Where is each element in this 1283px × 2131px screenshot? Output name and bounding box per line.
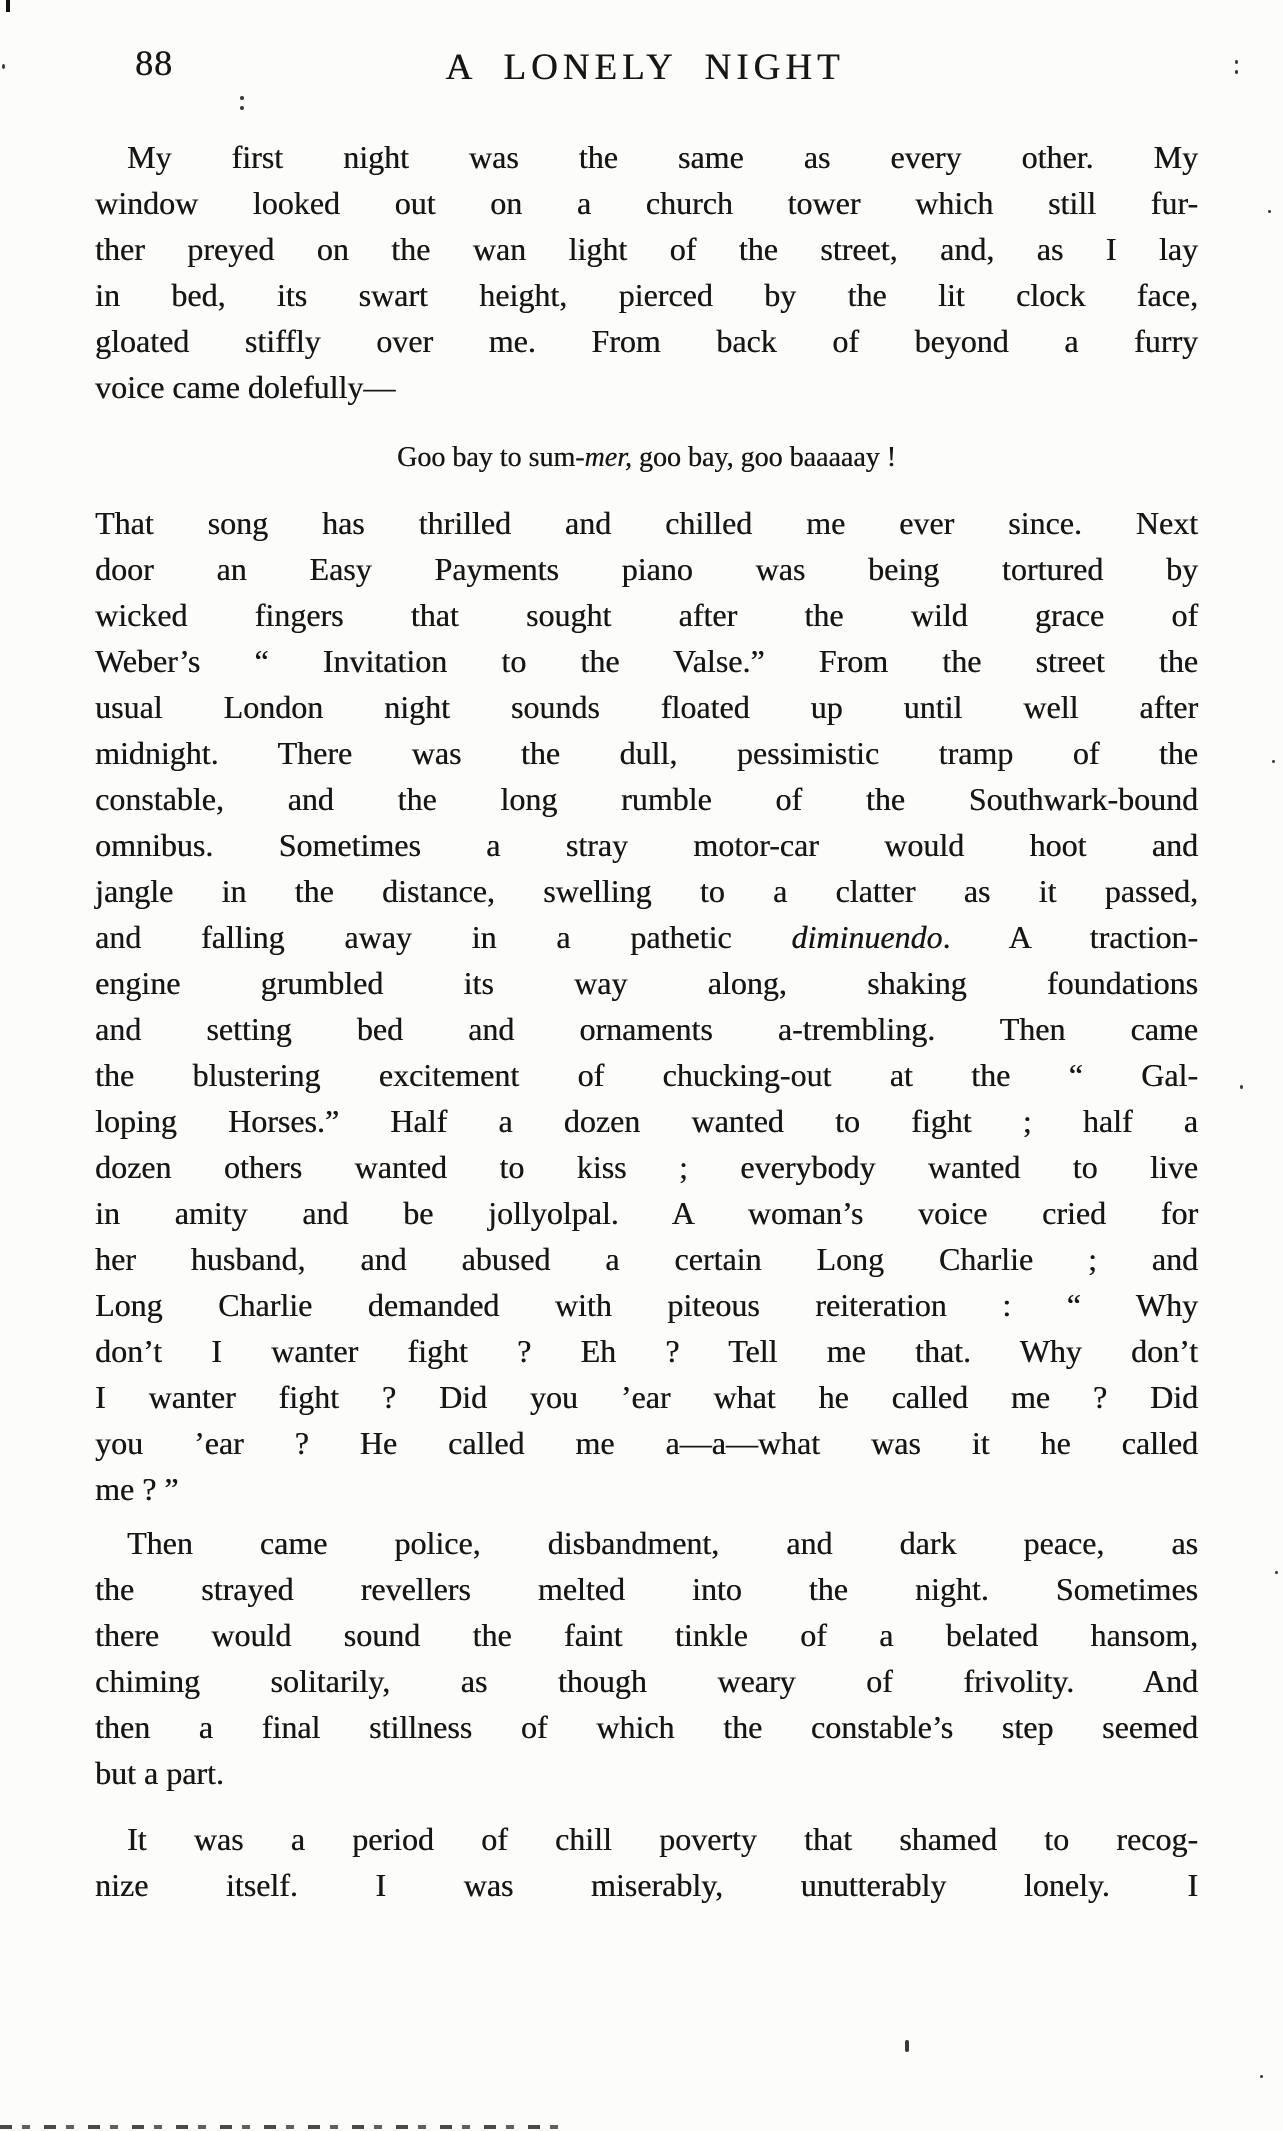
page-number: 88 bbox=[135, 43, 173, 83]
text-line: then a final stillness of which the constable’s step seemed bbox=[95, 1709, 1198, 1745]
scan-speck bbox=[1235, 70, 1238, 74]
scan-speck bbox=[1268, 210, 1271, 213]
paragraph bbox=[95, 134, 1198, 410]
text-line: I wanter fight ? Did you ’ear what he called me ? Did bbox=[95, 1379, 1198, 1415]
text-line: her husband, and abused a certain Long Charlie ; and bbox=[95, 1241, 1198, 1277]
text-line: gloated stiffly over me. From back of beyond a furry bbox=[95, 323, 1198, 359]
scan-speck bbox=[1272, 760, 1275, 763]
text-line: but a part. bbox=[95, 1755, 224, 1791]
text-line: ther preyed on the wan light of the street, and, as I lay bbox=[95, 231, 1198, 267]
text-line: the strayed revellers melted into the night. Sometimes bbox=[95, 1571, 1198, 1607]
text-segment: Goo bay to sum- bbox=[397, 442, 585, 473]
text-line: wicked fingers that sought after the wild grace of bbox=[95, 597, 1198, 633]
text-line: voice came dolefully— bbox=[95, 369, 396, 405]
scan-speck bbox=[2, 64, 5, 69]
paragraph bbox=[95, 500, 1198, 1512]
text-line: the blustering excitement of chucking-out at the “ Gal- bbox=[95, 1057, 1198, 1093]
text-line: me ? ” bbox=[95, 1471, 179, 1507]
text-line: and setting bed and ornaments a-trembling. Then came bbox=[95, 1011, 1198, 1047]
page-header bbox=[95, 0, 1195, 96]
text-line: Weber’s “ Invitation to the Valse.” From the street the bbox=[95, 643, 1198, 679]
text-line: in amity and be jollyolpal. A woman’s voice cried for bbox=[95, 1195, 1198, 1231]
text-line: My first night was the same as every other. My bbox=[127, 139, 1198, 175]
text-line: dozen others wanted to kiss ; everybody wanted to live bbox=[95, 1149, 1198, 1185]
italic-text: mer, bbox=[584, 442, 632, 473]
text-line: That song has thrilled and chilled me ever since. Next bbox=[95, 505, 1198, 541]
scan-speck bbox=[1260, 2075, 1263, 2078]
text-line: don’t I wanter fight ? Eh ? Tell me that. Why don’t bbox=[95, 1333, 1198, 1369]
scan-edge-tick bbox=[6, 0, 10, 12]
text-segment: and falling away in a pathetic bbox=[95, 919, 792, 955]
text-line: Then came police, disbandment, and dark peace, as bbox=[127, 1525, 1198, 1561]
text-segment: goo bay, goo baaaaay ! bbox=[631, 442, 896, 473]
text-line: window looked out on a church tower which still fur- bbox=[95, 185, 1198, 221]
text-line: Long Charlie demanded with piteous reiteration : “ Why bbox=[95, 1287, 1198, 1323]
italic-text: diminuendo bbox=[791, 919, 943, 955]
scan-speck bbox=[905, 2040, 909, 2052]
text-body bbox=[95, 134, 1198, 1908]
scan-speck bbox=[1240, 1085, 1243, 1089]
scan-speck bbox=[240, 106, 244, 110]
text-line: in bed, its swart height, pierced by the lit clock face, bbox=[95, 277, 1198, 313]
text-segment: . A traction- bbox=[942, 919, 1198, 955]
text-line: there would sound the faint tinkle of a belated hansom, bbox=[95, 1617, 1198, 1653]
text-line: you ’ear ? He called me a—a—what was it he called bbox=[95, 1425, 1198, 1461]
text-line: loping Horses.” Half a dozen wanted to fight ; half a bbox=[95, 1103, 1198, 1139]
paragraph bbox=[95, 1816, 1198, 1908]
scan-speck bbox=[1235, 60, 1238, 64]
text-line: constable, and the long rumble of the Southwark-bound bbox=[95, 781, 1198, 817]
text-line: It was a period of chill poverty that shamed to recog- bbox=[127, 1821, 1198, 1857]
text-line: usual London night sounds floated up until well after bbox=[95, 689, 1198, 725]
text-line: jangle in the distance, swelling to a clatter as it passed, bbox=[95, 873, 1198, 909]
text-line: engine grumbled its way along, shaking foundations bbox=[95, 965, 1198, 1001]
scan-bottom-edge bbox=[0, 2125, 565, 2129]
text-line: nize itself. I was miserably, unutterably lonely. I bbox=[95, 1867, 1198, 1903]
text-line: chiming solitarily, as though weary of frivolity. And bbox=[95, 1663, 1198, 1699]
paragraph bbox=[95, 1520, 1198, 1796]
scan-speck bbox=[240, 96, 244, 100]
running-title: A LONELY NIGHT bbox=[445, 47, 845, 88]
song-line bbox=[95, 440, 1198, 476]
scan-speck bbox=[1275, 1571, 1278, 1574]
text-line: omnibus. Sometimes a stray motor-car would hoot and bbox=[95, 827, 1198, 863]
text-line: door an Easy Payments piano was being tortured by bbox=[95, 551, 1198, 587]
text-line: midnight. There was the dull, pessimistic tramp of the bbox=[95, 735, 1198, 771]
text-line bbox=[95, 914, 1198, 960]
